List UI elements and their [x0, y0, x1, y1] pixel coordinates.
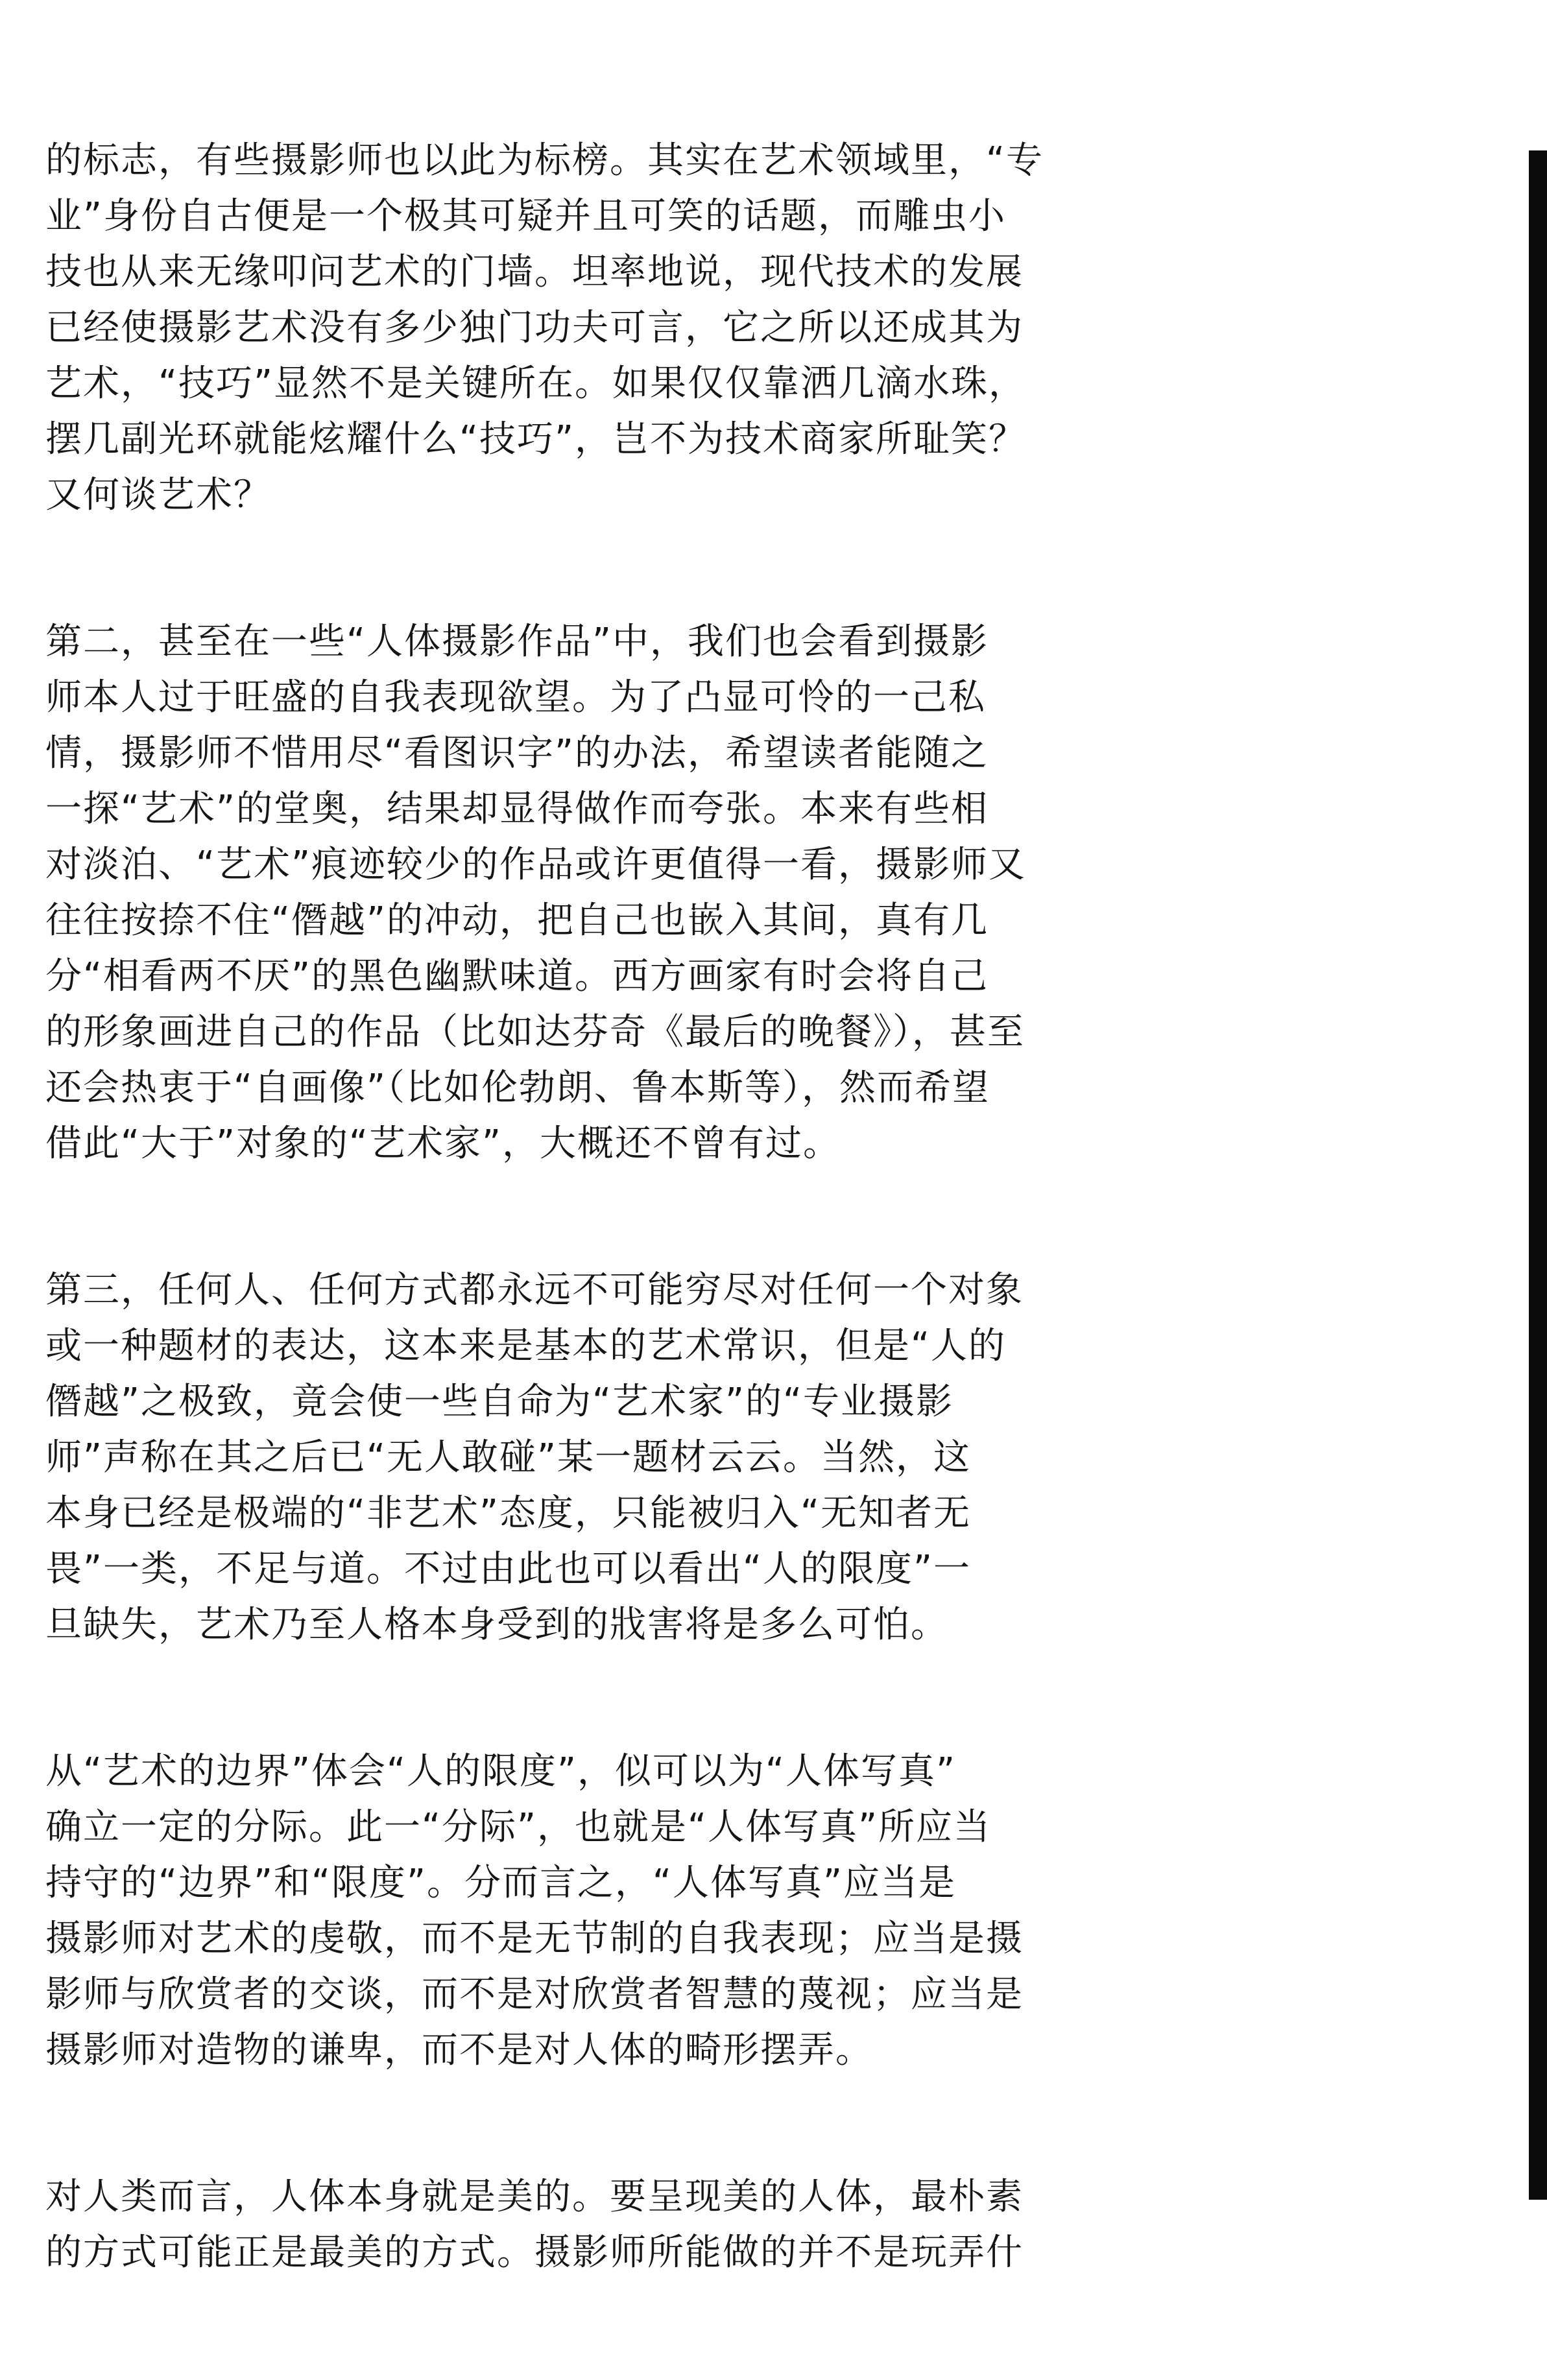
text-line: 第三，任何人、任何方式都永远不可能穷尽对任何一个对象: [45, 1269, 1024, 1311]
scan-edge-bar: [1529, 150, 1547, 2200]
text-line: 持守的“边界”和“限度”。分而言之，“人体写真”应当是: [45, 1862, 957, 1904]
text-line: 分“相看两不厌”的黑色幽默味道。西方画家有时会将自己: [45, 955, 989, 997]
text-line: 第二，甚至在一些“人体摄影作品”中，我们也会看到摄影: [45, 621, 989, 663]
text-line: 影师与欣赏者的交谈，而不是对欣赏者智慧的蔑视；应当是: [45, 1973, 1024, 2016]
text-line: 还会热衷于“自画像”（比如伦勃朗、鲁本斯等），然而希望: [45, 1067, 990, 1109]
text-line: 技也从来无缘叩问艺术的门墙。坦率地说，现代技术的发展: [45, 251, 1024, 293]
text-line: 情，摄影师不惜用尽“看图识字”的办法，希望读者能随之: [45, 732, 989, 774]
text-line: 已经使摄影艺术没有多少独门功夫可言，它之所以还成其为: [45, 307, 1024, 349]
text-line: 畏”一类，不足与道。不过由此也可以看出“人的限度”一: [45, 1548, 972, 1590]
text-line: 摆几副光环就能炫耀什么“技巧”，岂不为技术商家所耻笑？: [45, 418, 1027, 460]
paragraph-second-point: [45, 614, 1103, 1172]
paragraph-spacer: [45, 2078, 1103, 2169]
body-text: [45, 133, 1103, 2281]
text-line: 或一种题材的表达，这本来是基本的艺术常识，但是“人的: [45, 1325, 1007, 1367]
text-line: 艺术，“技巧”显然不是关键所在。如果仅仅靠洒几滴水珠，: [45, 363, 1027, 405]
paragraph-boundaries-and-limits: [45, 1744, 1103, 2078]
text-line: 僭越”之极致，竟会使一些自命为“艺术家”的“专业摄影: [45, 1381, 954, 1423]
text-line: 摄影师对造物的谦卑，而不是对人体的畸形摆弄。: [45, 2029, 873, 2071]
text-line: 摄影师对艺术的虔敬，而不是无节制的自我表现；应当是摄: [45, 1918, 1024, 1960]
text-line: 师”声称在其之后已“无人敢碰”某一题材云云。当然，这: [45, 1436, 972, 1479]
paragraph-spacer: [45, 1172, 1103, 1263]
paragraph-spacer: [45, 1653, 1103, 1744]
text-line: 借此“大于”对象的“艺术家”，大概还不曾有过。: [45, 1123, 841, 1165]
text-line: 从“艺术的边界”体会“人的限度”，似可以为“人体写真”: [45, 1750, 957, 1792]
paragraph-human-body-beauty: [45, 2169, 1103, 2281]
text-line: 对淡泊、“艺术”痕迹较少的作品或许更值得一看，摄影师又: [45, 844, 1027, 886]
text-line: 确立一定的分际。此一“分际”，也就是“人体写真”所应当: [45, 1806, 992, 1848]
text-line: 的方式可能正是最美的方式。摄影师所能做的并不是玩弄什: [45, 2231, 1024, 2274]
text-line: 一探“艺术”的堂奥，结果却显得做作而夸张。本来有些相: [45, 788, 989, 830]
text-line: 的形象画进自己的作品（比如达芬奇《最后的晚餐》），甚至: [45, 1011, 1025, 1053]
paragraph-third-point: [45, 1263, 1103, 1653]
text-line: 的标志，有些摄影师也以此为标榜。其实在艺术领域里，“专: [45, 139, 1044, 182]
text-line: 对人类而言，人体本身就是美的。要呈现美的人体，最朴素: [45, 2176, 1024, 2218]
text-line: 师本人过于旺盛的自我表现欲望。为了凸显可怜的一己私: [45, 676, 986, 719]
text-line: 旦缺失，艺术乃至人格本身受到的戕害将是多么可怕。: [45, 1604, 948, 1646]
paragraph-spacer: [45, 523, 1103, 614]
text-line: 本身已经是极端的“非艺术”态度，只能被归入“无知者无: [45, 1492, 972, 1534]
paragraph-skill-and-art: [45, 133, 1103, 523]
text-line: 往往按捺不住“僭越”的冲动，把自己也嵌入其间，真有几: [45, 899, 989, 942]
text-line: 又何谈艺术？: [45, 474, 271, 516]
text-line: 业”身份自古便是一个极其可疑并且可笑的话题，而雕虫小: [45, 195, 1007, 237]
